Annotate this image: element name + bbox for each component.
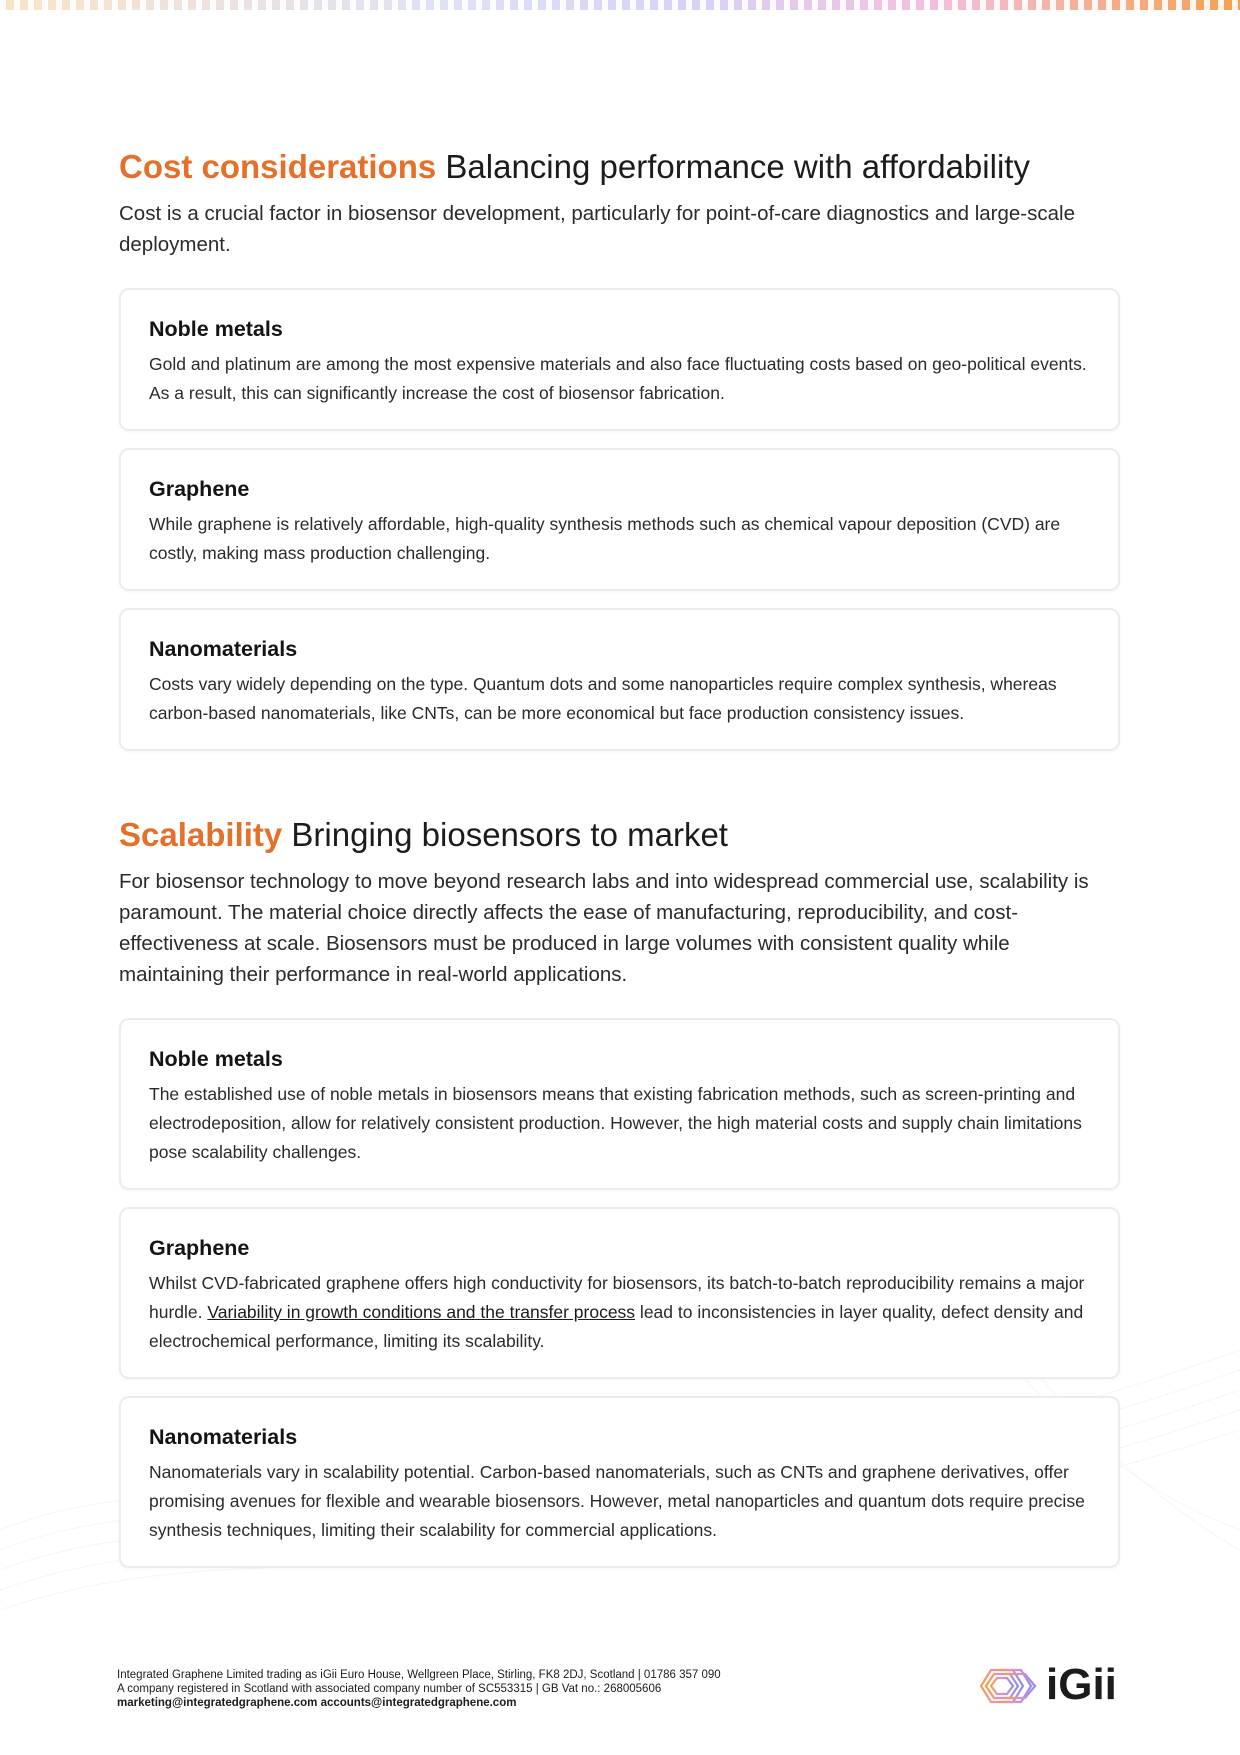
igii-logo-text: iGii [1046,1660,1117,1709]
card-text: While graphene is relatively affordable, high-quality synthesis methods such as chemical vapour deposition (CVD) are costly, making mass production challenging. [149,514,1061,563]
top-decorative-strip [0,0,1240,10]
card-text-part: lead to inconsistencies in layer quality, defect density and electrochemical performance, limiting its scalability. [149,1302,1084,1351]
section-cost-considerations [119,145,1120,751]
main-content [119,145,1120,1585]
card-text: The established use of noble metals in biosensors means that existing fabrication methods, such as screen-printing and electrodeposition, allow for relatively consistent production. However, the high material costs and supply chain limitations pose scalability challenges. [149,1084,1082,1162]
footer-emails: marketing@integratedgraphene.com accounts@integratedgraphene.com [117,1697,517,1709]
card-text: Gold and platinum are among the most expensive materials and also face fluctuating costs based on geo-political events. As a result, this can significantly increase the cost of biosensor fabrication. [149,354,1087,403]
card-title: Nanomaterials [149,1425,298,1449]
card-text-part: Whilst CVD-fabricated graphene offers high conductivity for biosensors, its batch-to-batch reproducibility remains a major hurdle. [149,1273,1085,1322]
card-text: Costs vary widely depending on the type. Quantum dots and some nanoparticles require complex synthesis, whereas carbon-based nanomaterials, like CNTs, can be more economical but face production consistency issues. [149,674,1057,723]
card-noble-metals [119,1018,1120,1190]
card-list [119,288,1120,751]
card-title: Noble metals [149,1047,283,1071]
heading-accent: Scalability [119,816,283,853]
footer-address: Integrated Graphene Limited trading as iGii Euro House, Wellgreen Place, Stirling, FK8 2DJ, Scotland | 01786 357 090 [117,1669,721,1681]
section-intro: Cost is a crucial factor in biosensor development, particularly for point-of-care diagnostics and large-scale deployment. [119,202,1075,256]
heading-title: Bringing biosensors to market [291,816,728,853]
card-graphene [119,448,1120,591]
card-nanomaterials [119,608,1120,751]
page-footer [117,1668,817,1710]
card-title: Nanomaterials [149,637,298,661]
section-heading-cost [119,145,1120,189]
card-text: Nanomaterials vary in scalability potential. Carbon-based nanomaterials, such as CNTs and graphene derivatives, offer promising avenues for flexible and wearable biosensors. However, metal nanoparticles and quantum dots require precise synthesis techniques, limiting their scalability for commercial applications. [149,1462,1085,1540]
card-text [149,1269,1090,1356]
section-scalability [119,813,1120,1568]
card-noble-metals [119,288,1120,431]
heading-title: Balancing performance with affordability [445,148,1030,185]
section-heading-scalability [119,813,1120,857]
card-list [119,1018,1120,1568]
card-title: Noble metals [149,317,283,341]
heading-accent: Cost considerations [119,148,437,185]
footer-registration: A company registered in Scotland with associated company number of SC553315 | GB Vat no.: 268005606 [117,1683,662,1695]
variability-link[interactable]: Variability in growth conditions and the transfer process [207,1302,636,1322]
card-graphene [119,1207,1120,1379]
card-title: Graphene [149,477,250,501]
card-nanomaterials [119,1396,1120,1568]
card-title: Graphene [149,1236,250,1260]
section-intro: For biosensor technology to move beyond research labs and into widespread commercial use, scalability is paramount. The material choice directly affects the ease of manufacturing, reproducibility, and cost-effectiveness at scale. Biosensors must be produced in large volumes with consistent quality while maintaining their performance in real-world applications. [119,870,1089,986]
